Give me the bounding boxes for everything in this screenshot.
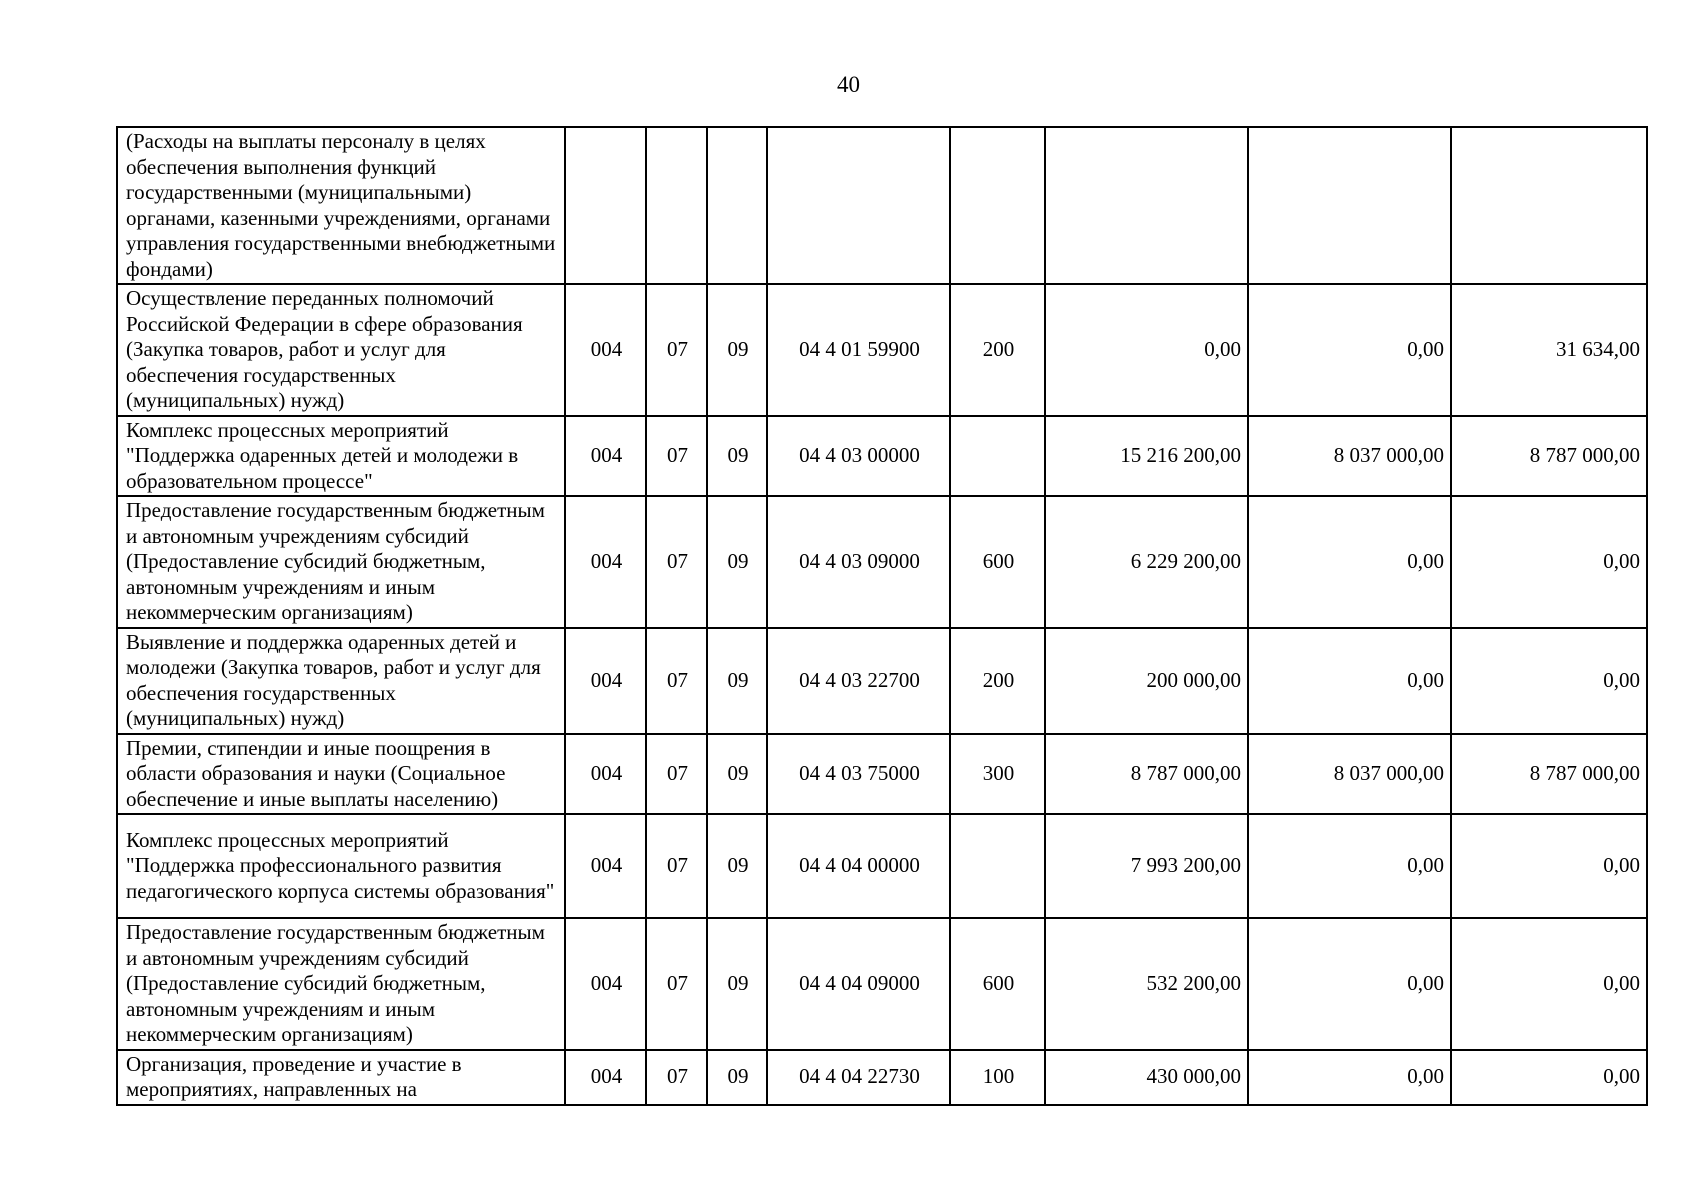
cell-ministry-code: 004	[565, 416, 646, 497]
table-row	[117, 416, 1647, 497]
cell-description: Предоставление государственным бюджетным и автономным учреждениям субсидий (Предоставление субсидий бюджетным, автономным учреждениям и иным некоммерческим организациям)	[117, 918, 565, 1050]
cell-amount-3: 0,00	[1451, 918, 1647, 1050]
cell-expense-type: 600	[950, 918, 1045, 1050]
cell-amount-2: 0,00	[1248, 814, 1451, 918]
cell-description: Выявление и поддержка одаренных детей и молодежи (Закупка товаров, работ и услуг для обеспечения государственных (муниципальных) нужд)	[117, 628, 565, 734]
cell-description: Комплекс процессных мероприятий "Поддержка одаренных детей и молодежи в образовательном процессе"	[117, 416, 565, 497]
cell-description: Осуществление переданных полномочий Российской Федерации в сфере образования (Закупка товаров, работ и услуг для обеспечения государственных (муниципальных) нужд)	[117, 284, 565, 416]
cell-subsection-code: 09	[707, 814, 767, 918]
cell-ministry-code: 004	[565, 628, 646, 734]
table-row	[117, 284, 1647, 416]
cell-amount-1: 15 216 200,00	[1045, 416, 1248, 497]
cell-ministry-code: 004	[565, 734, 646, 815]
cell-amount-1: 6 229 200,00	[1045, 496, 1248, 628]
cell-target-article: 04 4 04 22730	[767, 1050, 950, 1105]
table-row	[117, 127, 1647, 284]
cell-amount-2: 0,00	[1248, 918, 1451, 1050]
cell-amount-2: 0,00	[1248, 496, 1451, 628]
cell-amount-2: 0,00	[1248, 1050, 1451, 1105]
cell-target-article: 04 4 03 09000	[767, 496, 950, 628]
cell-section-code: 07	[646, 734, 707, 815]
cell-amount-1: 0,00	[1045, 284, 1248, 416]
cell-amount-2: 8 037 000,00	[1248, 416, 1451, 497]
cell-amount-3: 0,00	[1451, 814, 1647, 918]
cell-section-code: 07	[646, 628, 707, 734]
cell-subsection-code: 09	[707, 734, 767, 815]
table-row	[117, 918, 1647, 1050]
cell-amount-2	[1248, 127, 1451, 284]
cell-ministry-code: 004	[565, 918, 646, 1050]
table-row	[117, 496, 1647, 628]
page-number: 40	[837, 72, 860, 97]
cell-ministry-code	[565, 127, 646, 284]
cell-section-code: 07	[646, 416, 707, 497]
cell-amount-1: 430 000,00	[1045, 1050, 1248, 1105]
cell-expense-type: 200	[950, 284, 1045, 416]
cell-target-article: 04 4 04 09000	[767, 918, 950, 1050]
cell-expense-type	[950, 416, 1045, 497]
cell-amount-3: 8 787 000,00	[1451, 416, 1647, 497]
cell-target-article: 04 4 03 22700	[767, 628, 950, 734]
cell-section-code: 07	[646, 496, 707, 628]
cell-section-code	[646, 127, 707, 284]
table-body	[117, 127, 1647, 1105]
cell-target-article: 04 4 03 00000	[767, 416, 950, 497]
cell-subsection-code: 09	[707, 918, 767, 1050]
table-row	[117, 734, 1647, 815]
cell-expense-type: 600	[950, 496, 1045, 628]
cell-section-code: 07	[646, 814, 707, 918]
cell-amount-1: 8 787 000,00	[1045, 734, 1248, 815]
cell-ministry-code: 004	[565, 284, 646, 416]
cell-subsection-code: 09	[707, 628, 767, 734]
cell-target-article: 04 4 01 59900	[767, 284, 950, 416]
table-row	[117, 814, 1647, 918]
cell-target-article	[767, 127, 950, 284]
cell-section-code: 07	[646, 1050, 707, 1105]
cell-subsection-code: 09	[707, 496, 767, 628]
cell-description: Предоставление государственным бюджетным и автономным учреждениям субсидий (Предоставление субсидий бюджетным, автономным учреждениям и иным некоммерческим организациям)	[117, 496, 565, 628]
cell-description: Комплекс процессных мероприятий "Поддержка профессионального развития педагогического корпуса системы образования"	[117, 814, 565, 918]
table-row	[117, 628, 1647, 734]
cell-amount-2: 0,00	[1248, 628, 1451, 734]
cell-amount-2: 8 037 000,00	[1248, 734, 1451, 815]
cell-expense-type	[950, 127, 1045, 284]
cell-expense-type: 100	[950, 1050, 1045, 1105]
cell-amount-3: 0,00	[1451, 1050, 1647, 1105]
cell-amount-3: 0,00	[1451, 628, 1647, 734]
cell-ministry-code: 004	[565, 1050, 646, 1105]
cell-expense-type	[950, 814, 1045, 918]
cell-amount-3	[1451, 127, 1647, 284]
cell-amount-2: 0,00	[1248, 284, 1451, 416]
cell-description: Премии, стипендии и иные поощрения в области образования и науки (Социальное обеспечение и иные выплаты населению)	[117, 734, 565, 815]
cell-ministry-code: 004	[565, 496, 646, 628]
cell-subsection-code	[707, 127, 767, 284]
cell-amount-1: 532 200,00	[1045, 918, 1248, 1050]
cell-expense-type: 200	[950, 628, 1045, 734]
cell-amount-1: 200 000,00	[1045, 628, 1248, 734]
cell-description: Организация, проведение и участие в мероприятиях, направленных на	[117, 1050, 565, 1105]
cell-target-article: 04 4 03 75000	[767, 734, 950, 815]
cell-amount-1: 7 993 200,00	[1045, 814, 1248, 918]
cell-subsection-code: 09	[707, 416, 767, 497]
cell-section-code: 07	[646, 284, 707, 416]
cell-expense-type: 300	[950, 734, 1045, 815]
cell-amount-3: 0,00	[1451, 496, 1647, 628]
cell-target-article: 04 4 04 00000	[767, 814, 950, 918]
cell-amount-3: 8 787 000,00	[1451, 734, 1647, 815]
cell-amount-1	[1045, 127, 1248, 284]
budget-table	[116, 126, 1648, 1106]
cell-description: (Расходы на выплаты персоналу в целях обеспечения выполнения функций государственными (муниципальными) органами, казенными учреждениями, органами управления государственными внебюджетными фондами)	[117, 127, 565, 284]
cell-amount-3: 31 634,00	[1451, 284, 1647, 416]
cell-ministry-code: 004	[565, 814, 646, 918]
cell-subsection-code: 09	[707, 284, 767, 416]
cell-section-code: 07	[646, 918, 707, 1050]
table-row	[117, 1050, 1647, 1105]
cell-subsection-code: 09	[707, 1050, 767, 1105]
